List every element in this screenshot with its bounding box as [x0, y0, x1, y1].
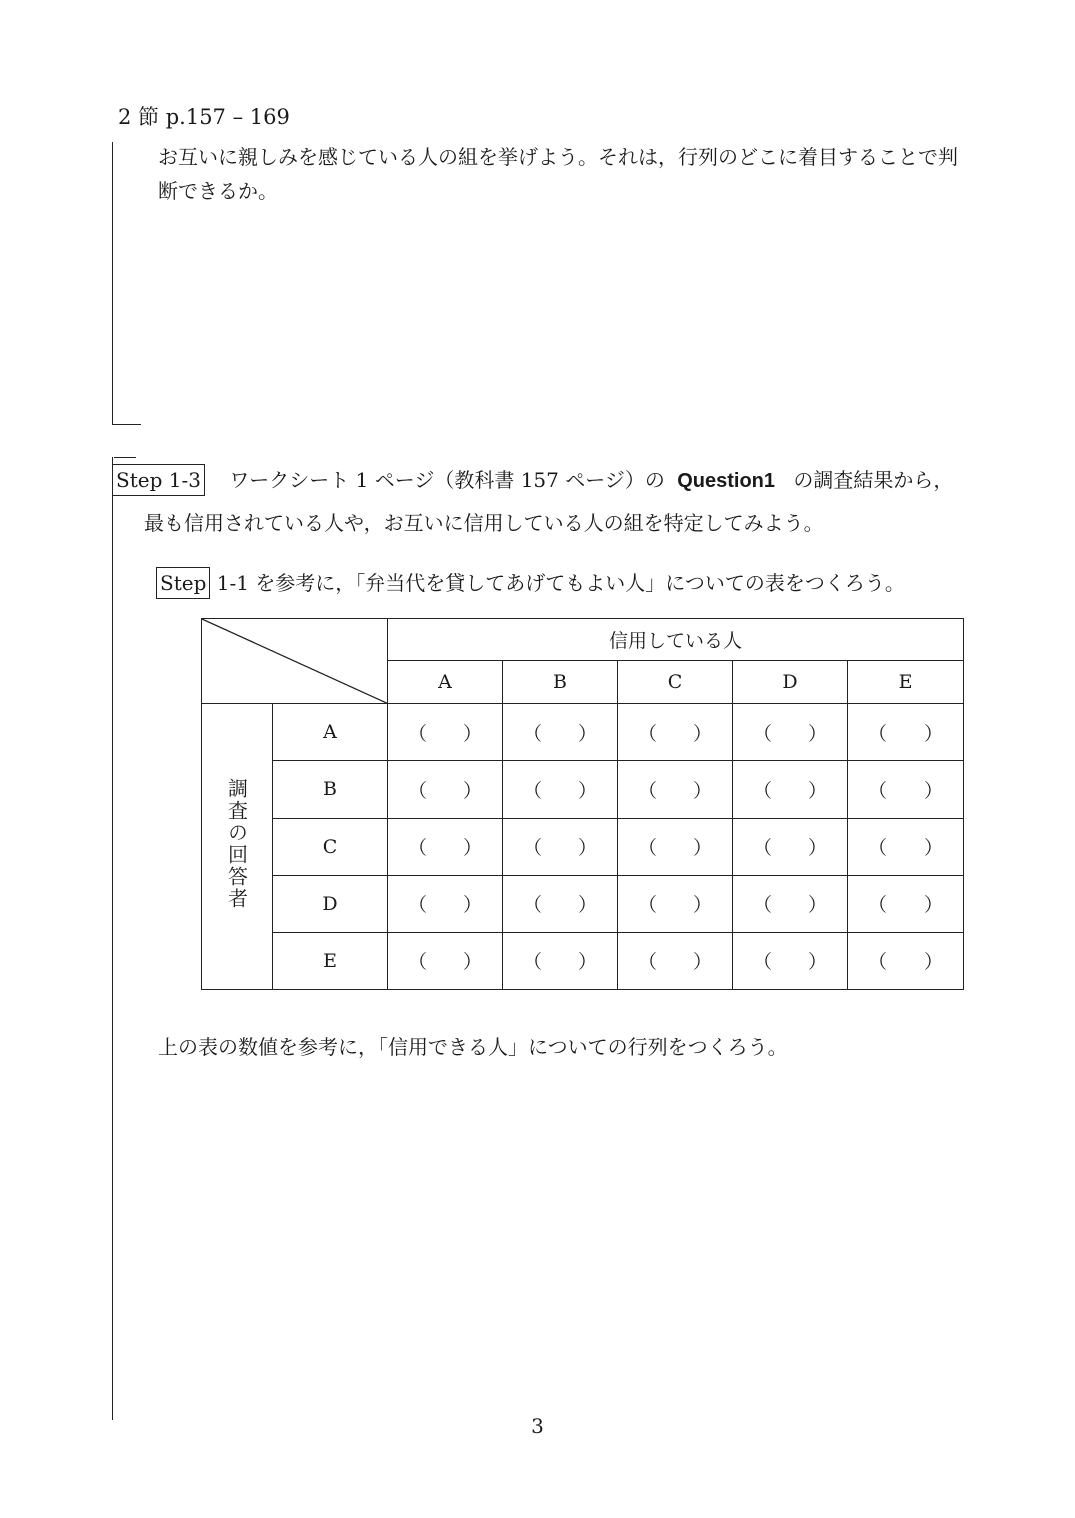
step-1-3-text-after: の調査結果から， — [793, 468, 954, 492]
paren-open: （ — [638, 837, 658, 860]
paren-open: （ — [408, 779, 428, 802]
answer-cell[interactable] — [503, 704, 618, 761]
answer-bracket-question — [112, 142, 141, 425]
paren-close: ） — [692, 722, 712, 745]
paren-open: （ — [868, 837, 888, 860]
answer-cell[interactable] — [388, 704, 503, 761]
row-header: A — [273, 704, 388, 761]
answer-cell[interactable] — [848, 818, 964, 875]
table-row — [202, 704, 964, 761]
answer-cell[interactable] — [618, 875, 733, 932]
answer-cell[interactable] — [733, 818, 848, 875]
step-1-3-line1 — [112, 463, 953, 498]
step-1-1-text: 1-1 を参考に，「弁当代を貸してあげてもよい人」についての表をつくろう。 — [210, 571, 905, 595]
table-row — [202, 932, 964, 989]
paren-close: ） — [577, 837, 597, 860]
answer-bracket-top — [114, 457, 136, 458]
paren-close: ） — [577, 779, 597, 802]
paren-close: ） — [462, 951, 482, 974]
paren-close: ） — [807, 722, 827, 745]
answer-cell[interactable] — [618, 932, 733, 989]
paren-close: ） — [807, 951, 827, 974]
answer-bracket-step — [112, 457, 113, 1420]
table-row — [202, 818, 964, 875]
table-row — [202, 875, 964, 932]
paren-open: （ — [753, 722, 773, 745]
paren-close: ） — [924, 951, 944, 974]
paren-open: （ — [408, 722, 428, 745]
paren-close: ） — [577, 951, 597, 974]
table-corner-cell — [202, 619, 388, 704]
paren-open: （ — [868, 894, 888, 917]
paren-close: ） — [462, 837, 482, 860]
answer-cell[interactable] — [848, 761, 964, 818]
paren-open: （ — [523, 779, 543, 802]
column-header: B — [503, 661, 618, 704]
paren-close: ） — [692, 837, 712, 860]
paren-close: ） — [692, 779, 712, 802]
paren-open: （ — [408, 951, 428, 974]
question-text: お互いに親しみを感じている人の組を挙げよう。それは，行列のどこに着目することで判断できるか。 — [158, 145, 958, 203]
paren-open: （ — [408, 894, 428, 917]
paren-open: （ — [868, 779, 888, 802]
paren-open: （ — [523, 837, 543, 860]
paren-close: ） — [692, 951, 712, 974]
answer-cell[interactable] — [733, 932, 848, 989]
answer-cell[interactable] — [503, 818, 618, 875]
paren-open: （ — [868, 951, 888, 974]
paren-open: （ — [523, 951, 543, 974]
answer-cell[interactable] — [388, 875, 503, 932]
answer-cell[interactable] — [503, 875, 618, 932]
paren-open: （ — [638, 779, 658, 802]
step-1-1-label: Step — [156, 567, 210, 599]
answer-cell[interactable] — [733, 761, 848, 818]
paren-close: ） — [807, 837, 827, 860]
row-header: E — [273, 932, 388, 989]
answer-cell[interactable] — [388, 761, 503, 818]
answer-cell[interactable] — [618, 761, 733, 818]
paren-close: ） — [924, 722, 944, 745]
paren-close: ） — [807, 779, 827, 802]
paren-open: （ — [408, 837, 428, 860]
question1-reference: Question1 — [677, 470, 775, 492]
answer-cell[interactable] — [848, 932, 964, 989]
paren-close: ） — [692, 894, 712, 917]
matrix-instruction: 上の表の数値を参考に，「信用できる人」についての行列をつくろう。 — [158, 1035, 788, 1059]
step-1-3-label: Step 1-3 — [112, 464, 205, 496]
paren-close: ） — [462, 722, 482, 745]
answer-cell[interactable] — [848, 704, 964, 761]
paren-open: （ — [753, 951, 773, 974]
paren-close: ） — [462, 779, 482, 802]
section-reference: 2 節 p.157 – 169 — [118, 105, 290, 129]
paren-open: （ — [523, 722, 543, 745]
diagonal-line — [202, 619, 387, 703]
paren-open: （ — [868, 722, 888, 745]
column-header: E — [848, 661, 964, 704]
column-group-header: 信用している人 — [388, 619, 964, 661]
paren-close: ） — [924, 779, 944, 802]
paren-open: （ — [523, 894, 543, 917]
paren-close: ） — [462, 894, 482, 917]
answer-cell[interactable] — [388, 818, 503, 875]
paren-close: ） — [807, 894, 827, 917]
row-header: C — [273, 818, 388, 875]
paren-open: （ — [753, 837, 773, 860]
paren-close: ） — [924, 894, 944, 917]
row-header: D — [273, 875, 388, 932]
paren-close: ） — [577, 894, 597, 917]
step-1-3-line2: 最も信用されている人や，お互いに信用している人の組を特定してみよう。 — [144, 511, 824, 535]
paren-close: ） — [577, 722, 597, 745]
answer-cell[interactable] — [503, 761, 618, 818]
step-1-3-text-before: ワークシート 1 ページ（教科書 157 ページ）の — [229, 468, 665, 492]
column-header: D — [733, 661, 848, 704]
answer-cell[interactable] — [503, 932, 618, 989]
answer-cell[interactable] — [618, 818, 733, 875]
paren-open: （ — [638, 722, 658, 745]
step-1-1-line — [156, 566, 905, 600]
paren-open: （ — [753, 894, 773, 917]
row-header: B — [273, 761, 388, 818]
trust-table — [201, 618, 964, 990]
answer-cell[interactable] — [388, 932, 503, 989]
answer-cell[interactable] — [733, 875, 848, 932]
row-group-label: 調査の回答者 — [224, 778, 249, 911]
paren-open: （ — [638, 951, 658, 974]
table-row — [202, 761, 964, 818]
column-header: C — [618, 661, 733, 704]
answer-cell[interactable] — [848, 875, 964, 932]
row-group-header — [202, 704, 273, 990]
column-header: A — [388, 661, 503, 704]
paren-close: ） — [924, 837, 944, 860]
answer-cell[interactable] — [733, 704, 848, 761]
page-number: 3 — [531, 1414, 544, 1438]
paren-open: （ — [753, 779, 773, 802]
answer-cell[interactable] — [618, 704, 733, 761]
paren-open: （ — [638, 894, 658, 917]
